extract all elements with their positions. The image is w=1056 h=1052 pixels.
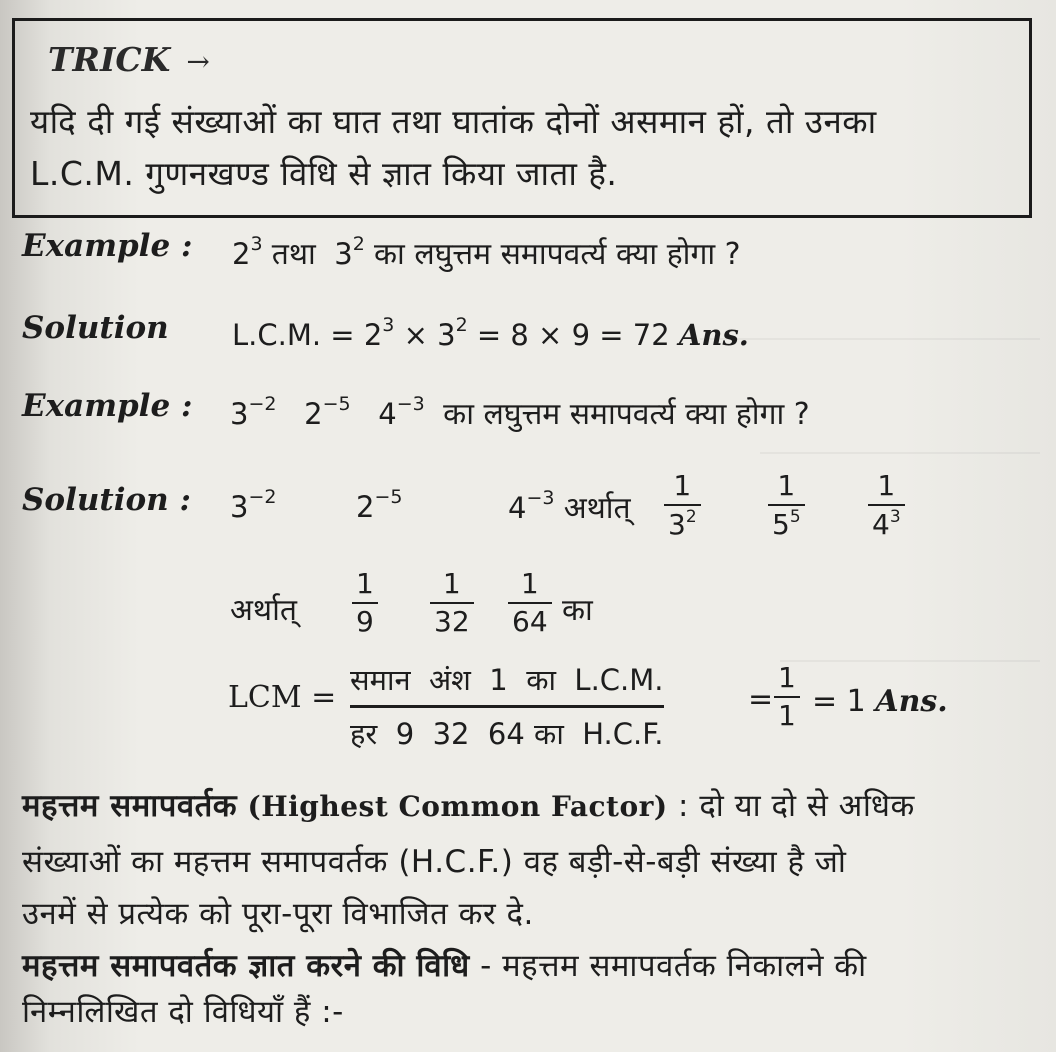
ex2-term-3-base: 4 — [378, 397, 397, 431]
sol2-ans: Ans. — [875, 684, 948, 719]
sol2-term-3-exp: −3 — [526, 487, 555, 509]
lcm-equals: = — [748, 682, 774, 717]
hcf-method-heading: महत्तम समापवर्तक ज्ञात करने की विधि — [22, 948, 470, 984]
ex2-question: का लघुत्तम समापवर्त्य क्या होगा ? — [443, 397, 810, 432]
den-exp: 2 — [685, 507, 697, 528]
den-exp: 3 — [889, 507, 901, 528]
ex2-term-1-exp: −2 — [248, 393, 277, 415]
fraction-denominator — [868, 508, 905, 541]
lcm-denominator: हर 9 32 64 का H.C.F. — [350, 717, 664, 751]
hcf-line-1 — [22, 784, 915, 826]
ex1-exp-1: 3 — [250, 233, 263, 255]
fraction-denominator: 32 — [434, 605, 470, 639]
sol2-arthat-2: अर्थात् — [230, 593, 297, 628]
ex1-base-1: 2 — [232, 237, 251, 271]
hcf-line-5: निम्नलिखित दो विधियाँ हैं :- — [22, 994, 344, 1030]
fraction-1-over-64 — [508, 568, 552, 638]
fraction-bar — [352, 602, 378, 604]
fraction-numerator: 1 — [778, 661, 796, 694]
ex2-term-3-exp: −3 — [396, 393, 425, 415]
fraction-1-over-3-squared — [664, 470, 701, 541]
sol2-arthat: अर्थात् — [563, 491, 631, 526]
hcf-term: महत्तम समापवर्तक — [22, 788, 238, 824]
arrow-right-icon: → — [186, 45, 210, 78]
fraction-bar — [868, 504, 905, 506]
example-2-expression — [230, 392, 810, 433]
fraction-bar — [508, 602, 552, 604]
sol1-times: × 3 — [394, 318, 456, 352]
fraction-1-over-5-pow-5 — [768, 470, 805, 541]
fraction-numerator: 1 — [777, 469, 796, 502]
den-base: 4 — [872, 508, 890, 542]
fraction-bar — [350, 705, 664, 708]
sol1-result: = 8 × 9 = 72 — [467, 318, 670, 352]
den-base: 5 — [772, 508, 790, 542]
trick-line-1: यदि दी गई संख्याओं का घात तथा घातांक दोनों असमान हों, तो उनका — [30, 102, 877, 141]
ex1-exp-2: 2 — [352, 233, 365, 255]
trick-heading — [48, 40, 210, 79]
fraction-numerator: 1 — [356, 567, 374, 600]
lcm-fraction — [350, 660, 664, 753]
solution-1-label: Solution — [22, 310, 169, 346]
fraction-denominator: 64 — [512, 605, 548, 639]
ex1-base-2: 3 — [334, 237, 353, 271]
fraction-numerator: 1 — [520, 567, 539, 600]
hcf-english-term: (Highest Common Factor) — [247, 790, 668, 823]
lcm-numerator: समान अंश 1 का L.C.M. — [350, 663, 664, 697]
hcf-line-2: संख्याओं का महत्तम समापवर्तक (H.C.F.) वह बड़ी-से-बड़ी संख्या है जो — [22, 844, 847, 880]
solution-1-expression — [232, 314, 749, 352]
fraction-denominator: 9 — [356, 605, 374, 639]
ex2-term-1-base: 3 — [230, 397, 249, 431]
fraction-1-over-4-cubed — [868, 470, 905, 541]
lcm-label: LCM = — [228, 680, 337, 715]
result-fraction — [774, 662, 800, 732]
sol2-term-1-exp: −2 — [248, 486, 277, 508]
solution-2-label: Solution : — [22, 482, 191, 518]
hcf-line-4-rest: - महत्तम समापवर्तक निकालने की — [469, 948, 867, 984]
example-1-label: Example : — [22, 228, 193, 264]
example-1-expression — [232, 232, 741, 273]
fraction-denominator — [768, 508, 805, 541]
fraction-bar — [774, 696, 800, 698]
lcm-result — [812, 684, 948, 719]
hcf-line-3: उनमें से प्रत्येक को पूरा-पूरा विभाजित कर दे. — [22, 896, 534, 932]
sol1-exp-a: 3 — [382, 314, 395, 336]
solution-2-powers — [230, 486, 276, 524]
sol2-term-1-base: 3 — [230, 490, 249, 524]
fraction-denominator: 1 — [778, 699, 796, 733]
sol2-term-2-base: 2 — [356, 490, 375, 524]
fraction-denominator — [664, 508, 701, 541]
bleed-through-line — [700, 338, 1040, 340]
ex1-joiner: तथा — [271, 237, 316, 272]
trick-line-2: L.C.M. गुणनखण्ड विधि से ज्ञात किया जाता है. — [30, 154, 618, 193]
fraction-bar — [430, 602, 474, 604]
result-value: = 1 — [812, 684, 866, 719]
solution-2-power-2 — [356, 486, 402, 524]
ex1-question: का लघुत्तम समापवर्त्य क्या होगा ? — [374, 237, 741, 272]
den-exp: 5 — [789, 507, 801, 528]
bleed-through-line — [780, 660, 1040, 662]
bleed-through-line — [760, 452, 1040, 454]
fraction-numerator: 1 — [673, 469, 692, 502]
solution-2-power-3 — [508, 486, 631, 527]
example-2-label: Example : — [22, 388, 193, 424]
fraction-1-over-9 — [352, 568, 378, 638]
fraction-1-over-32 — [430, 568, 474, 638]
sol2-term-3-base: 4 — [508, 491, 527, 525]
fraction-bar — [768, 504, 805, 506]
fraction-numerator: 1 — [877, 469, 896, 502]
sol1-exp-b: 2 — [455, 314, 468, 336]
hcf-line-1-rest: : दो या दो से अधिक — [678, 788, 915, 824]
fraction-bar — [664, 504, 701, 506]
sol2-term-2-exp: −5 — [374, 486, 403, 508]
sol1-ans: Ans. — [678, 318, 749, 352]
ex2-term-2-base: 2 — [304, 397, 323, 431]
trick-title: TRICK — [48, 40, 171, 79]
fraction-numerator: 1 — [442, 567, 461, 600]
sol2-ka: का — [562, 593, 593, 628]
hcf-line-4 — [22, 944, 867, 986]
sol1-lcm-start: L.C.M. = 2 — [232, 318, 383, 352]
ex2-term-2-exp: −5 — [322, 393, 351, 415]
den-base: 3 — [668, 508, 686, 542]
